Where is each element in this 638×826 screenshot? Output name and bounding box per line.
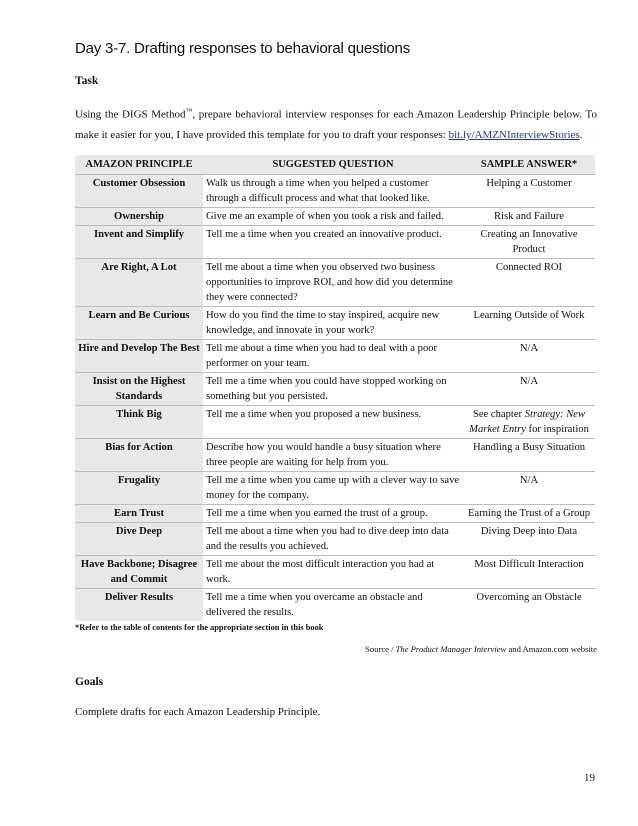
answer-cell: Earning the Trust of a Group <box>467 507 591 519</box>
page-content <box>75 40 597 718</box>
question-cell: Tell me about the most difficult interaction you had at work. <box>206 558 435 585</box>
intro-text-a: Using the DIGS Method <box>75 108 186 121</box>
question-cell: Tell me about a time when you observed two business opportunities to improve ROI, and how did you determine they were connected? <box>206 261 453 303</box>
question-cell: Give me an example of when you took a risk and failed. <box>206 210 444 222</box>
table-row <box>75 555 595 588</box>
answer-cell: Overcoming an Obstacle <box>476 591 582 603</box>
question-cell: Describe how you would handle a busy situation where three people are waiting for help from you. <box>206 441 441 468</box>
question-cell: Tell me a time when you created an innovative product. <box>206 228 442 240</box>
principle-cell: Customer Obsession <box>75 174 203 207</box>
table-row <box>75 225 595 258</box>
answer-prefix: See chapter <box>472 408 525 420</box>
table-row <box>75 174 595 207</box>
table-row <box>75 405 595 438</box>
table-row <box>75 207 595 225</box>
table-footnote: *Refer to the table of contents for the appropriate section in this book <box>75 622 324 632</box>
principle-cell: Invent and Simplify <box>75 225 203 258</box>
question-cell: How do you find the time to stay inspired, acquire new knowledge, and innovate in your work? <box>206 309 440 336</box>
principle-cell: Learn and Be Curious <box>75 306 203 339</box>
goals-label: Goals <box>75 675 104 688</box>
answer-cell <box>463 405 595 438</box>
trademark-symbol: ™ <box>185 107 193 115</box>
question-cell: Tell me a time when you proposed a new business. <box>206 408 422 420</box>
page-number: 19 <box>584 772 595 784</box>
header-principle: AMAZON PRINCIPLE <box>75 155 203 175</box>
question-cell: Tell me a time when you overcame an obstacle and delivered the results. <box>206 591 423 618</box>
answer-suffix: for inspiration <box>525 423 589 435</box>
principle-cell: Bias for Action <box>75 438 203 471</box>
answer-cell: Creating an Innovative Product <box>480 228 578 255</box>
principle-cell: Think Big <box>75 405 203 438</box>
principle-cell: Ownership <box>75 207 203 225</box>
question-cell: Tell me about a time when you had to dive deep into data and the results you achieved. <box>206 525 449 552</box>
table-row <box>75 339 595 372</box>
task-label: Task <box>75 75 99 87</box>
principle-cell: Hire and Develop The Best <box>75 339 203 372</box>
answer-cell: Handling a Busy Situation <box>472 441 586 453</box>
table-row <box>75 504 595 522</box>
header-question: SUGGESTED QUESTION <box>203 155 463 175</box>
principle-cell: Insist on the Highest Standards <box>75 372 203 405</box>
answer-chapter-title: Strategy: New Market Entry <box>469 408 586 435</box>
question-cell: Tell me a time when you could have stopped working on something but you persisted. <box>206 375 447 402</box>
table-row <box>75 306 595 339</box>
goals-text: Complete drafts for each Amazon Leadership Principle. <box>75 705 321 718</box>
intro-text-b: , prepare behavioral interview responses for each Amazon Leadership Principle below. To make it easier for you, I have provided this template for you to draft your responses: <box>75 108 597 141</box>
question-cell: Tell me a time when you came up with a clever way to save money for the company. <box>206 474 460 501</box>
source-suffix: and Amazon.com website <box>506 643 597 654</box>
principle-cell: Are Right, A Lot <box>75 258 203 306</box>
principle-cell: Have Backbone; Disagree and Commit <box>75 555 203 588</box>
source-book-title: The Product Manager Interview <box>395 643 507 654</box>
answer-cell: Learning Outside of Work <box>473 309 585 321</box>
answer-cell: Helping a Customer <box>486 177 572 189</box>
source-prefix: Source / <box>365 643 396 654</box>
principle-cell: Earn Trust <box>75 504 203 522</box>
answer-cell: Risk and Failure <box>493 210 565 222</box>
answer-cell: Diving Deep into Data <box>480 525 578 537</box>
answer-cell: N/A <box>519 474 539 486</box>
answer-cell: Most Difficult Interaction <box>474 558 584 570</box>
header-answer: SAMPLE ANSWER* <box>463 155 595 175</box>
question-cell: Walk us through a time when you helped a customer through a difficult process and what that looked like. <box>206 177 430 204</box>
page-heading: Day 3-7. Drafting responses to behavioral questions <box>75 40 410 57</box>
principle-cell: Deliver Results <box>75 588 203 621</box>
answer-cell: Connected ROI <box>495 261 563 273</box>
source-citation <box>75 644 597 654</box>
table-row <box>75 258 595 306</box>
template-link[interactable]: bit.ly/AMZNInterviewStories <box>448 128 580 141</box>
table-row <box>75 471 595 504</box>
table-row <box>75 522 595 555</box>
question-cell: Tell me about a time when you had to deal with a poor performer on your team. <box>206 342 438 369</box>
principle-cell: Frugality <box>75 471 203 504</box>
intro-paragraph <box>75 101 597 145</box>
table-header-row <box>75 155 595 175</box>
table-row <box>75 588 595 621</box>
answer-cell: N/A <box>519 375 539 387</box>
principle-cell: Dive Deep <box>75 522 203 555</box>
table-row <box>75 372 595 405</box>
intro-text-c: . <box>579 128 583 141</box>
table-row <box>75 438 595 471</box>
question-cell: Tell me a time when you earned the trust of a group. <box>206 507 428 519</box>
answer-cell: N/A <box>519 342 539 354</box>
principles-table <box>75 155 595 621</box>
